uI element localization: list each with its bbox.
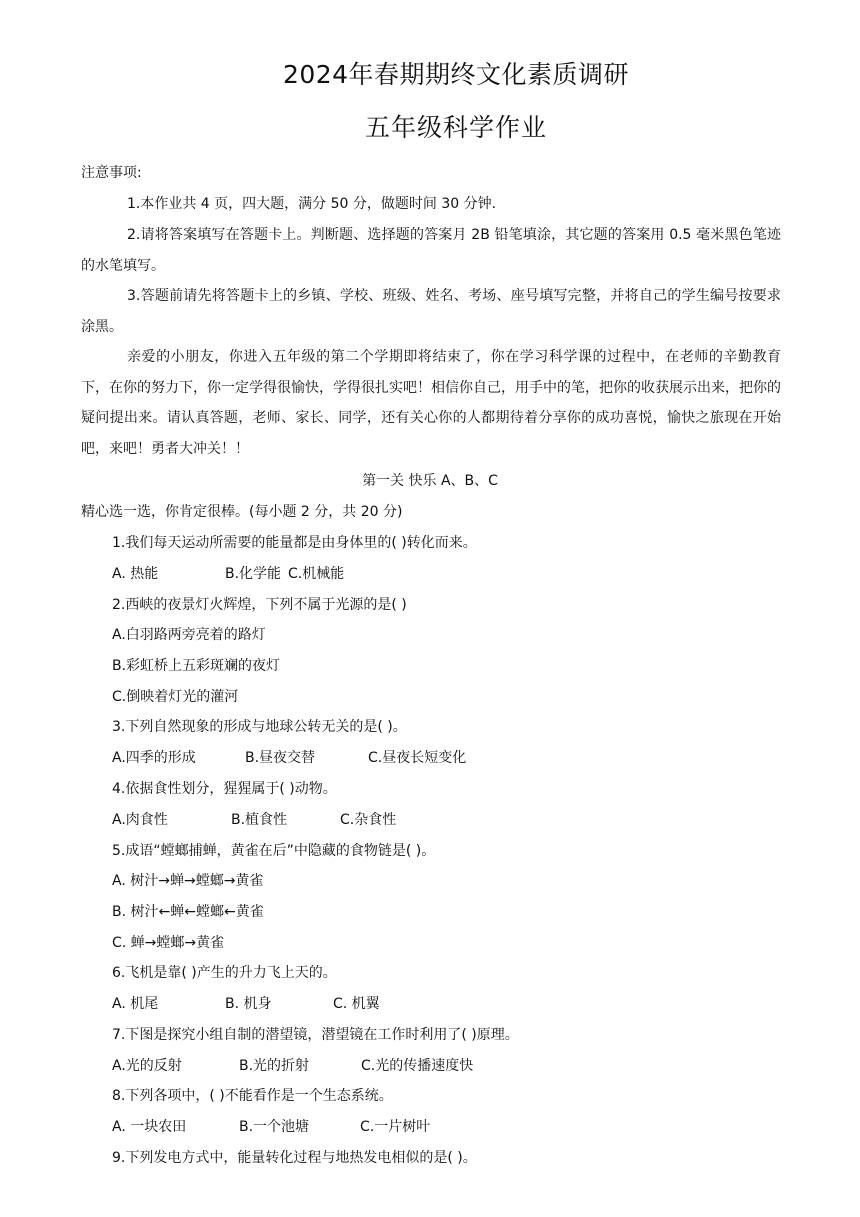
question-4-stem: 4.依据食性划分，猩猩属于( )动物。 [112, 781, 337, 797]
question-2-option-b: B.彩虹桥上五彩斑斓的夜灯 [112, 658, 281, 674]
question-1-options [112, 564, 344, 584]
option-b: B.化学能 [225, 566, 282, 582]
question-1-stem: 1.我们每天运动所需要的能量都是由身体里的( )转化而来。 [112, 535, 477, 551]
option-b: B. 机身 [225, 996, 272, 1012]
question-5-option-a: A. 树汁→蝉→螳螂→黄雀 [112, 873, 264, 889]
option-b: B.一个池塘 [239, 1119, 310, 1135]
option-a: A.光的反射 [112, 1058, 182, 1074]
question-5-option-b: B. 树汁←蝉←螳螂←黄雀 [112, 904, 264, 920]
option-a: A.四季的形成 [112, 750, 196, 766]
question-9-stem: 9.下列发电方式中，能量转化过程与地热发电相似的是( )。 [112, 1150, 477, 1166]
question-3-stem: 3.下列自然现象的形成与地球公转无关的是( )。 [112, 719, 407, 735]
option-a: A. 一块农田 [112, 1119, 187, 1135]
option-b: B.光的折射 [239, 1058, 310, 1074]
option-b: B.植食性 [231, 812, 288, 828]
option-c: C.光的传播速度快 [361, 1058, 474, 1074]
question-8-options [112, 1117, 430, 1137]
section1-instruction: 精心选一选，你肯定很棒。(每小题 2 分，共 20 分) [81, 504, 403, 520]
question-5-option-c: C. 蝉→螳螂→黄雀 [112, 935, 225, 951]
notice-item-1: 1.本作业共 4 页，四大题，满分 50 分，做题时间 30 分钟. [127, 196, 497, 212]
intro-paragraph: 亲爱的小朋友，你进入五年级的第二个学期即将结束了，你在学习科学课的过程中，在老师的辛勤教育下，在你的努力下，你一定学得很愉快，学得很扎实吧！相信你自己，用手中的笔，把你的收获展示出来，把你的疑问提出来。请认真答题，老师、家长、同学，还有关心你的人都期待着分享你的成功喜悦，愉快之旅现在开始吧，来吧！勇者大冲关！！ [81, 349, 781, 457]
exam-subtitle: 五年级科学作业 [364, 113, 547, 142]
question-7-options [112, 1056, 473, 1076]
question-7-stem: 7.下图是探究小组自制的潜望镜，潜望镜在工作时利用了( )原理。 [112, 1027, 519, 1043]
question-3-options [112, 748, 466, 768]
option-a: A.肉食性 [112, 812, 168, 828]
notice-heading: 注意事项: [81, 165, 142, 181]
option-c: C. 机翼 [333, 996, 380, 1012]
question-2-option-c: C.倒映着灯光的灌河 [112, 689, 239, 705]
question-2-stem: 2.西峡的夜景灯火辉煌，下列不属于光源的是( ) [112, 597, 407, 613]
question-8-stem: 8.下列各项中，( )不能看作是一个生态系统。 [112, 1088, 393, 1104]
notice-item-3: 3.答题前请先将答题卡上的乡镇、学校、班级、姓名、考场、座号填写完整，并将自己的学生编号按要求涂黑。 [81, 288, 781, 335]
question-6-options [112, 994, 380, 1014]
option-c: C.昼夜长短变化 [368, 750, 467, 766]
question-5-stem: 5.成语“螳螂捕蝉，黄雀在后”中隐藏的食物链是( )。 [112, 843, 436, 859]
option-c: C.一片树叶 [360, 1119, 431, 1135]
question-2-option-a: A.白羽路两旁亮着的路灯 [112, 627, 266, 643]
question-6-stem: 6.飞机是靠( )产生的升力飞上天的。 [112, 965, 337, 981]
notice-item-2: 2.请将答案填写在答题卡上。判断题、选择题的答案月 2B 铅笔填涂，其它题的答案用 0.5 毫米黑色笔迹的水笔填写。 [81, 227, 781, 274]
option-a: A. 热能 [112, 566, 159, 582]
option-c: C.机械能 [288, 566, 345, 582]
option-b: B.昼夜交替 [245, 750, 316, 766]
question-4-options [112, 810, 396, 830]
exam-title: 2024年春期期终文化素质调研 [282, 60, 630, 89]
option-c: C.杂食性 [340, 812, 397, 828]
section1-title: 第一关 快乐 A、B、C [362, 473, 498, 489]
option-a: A. 机尾 [112, 996, 159, 1012]
